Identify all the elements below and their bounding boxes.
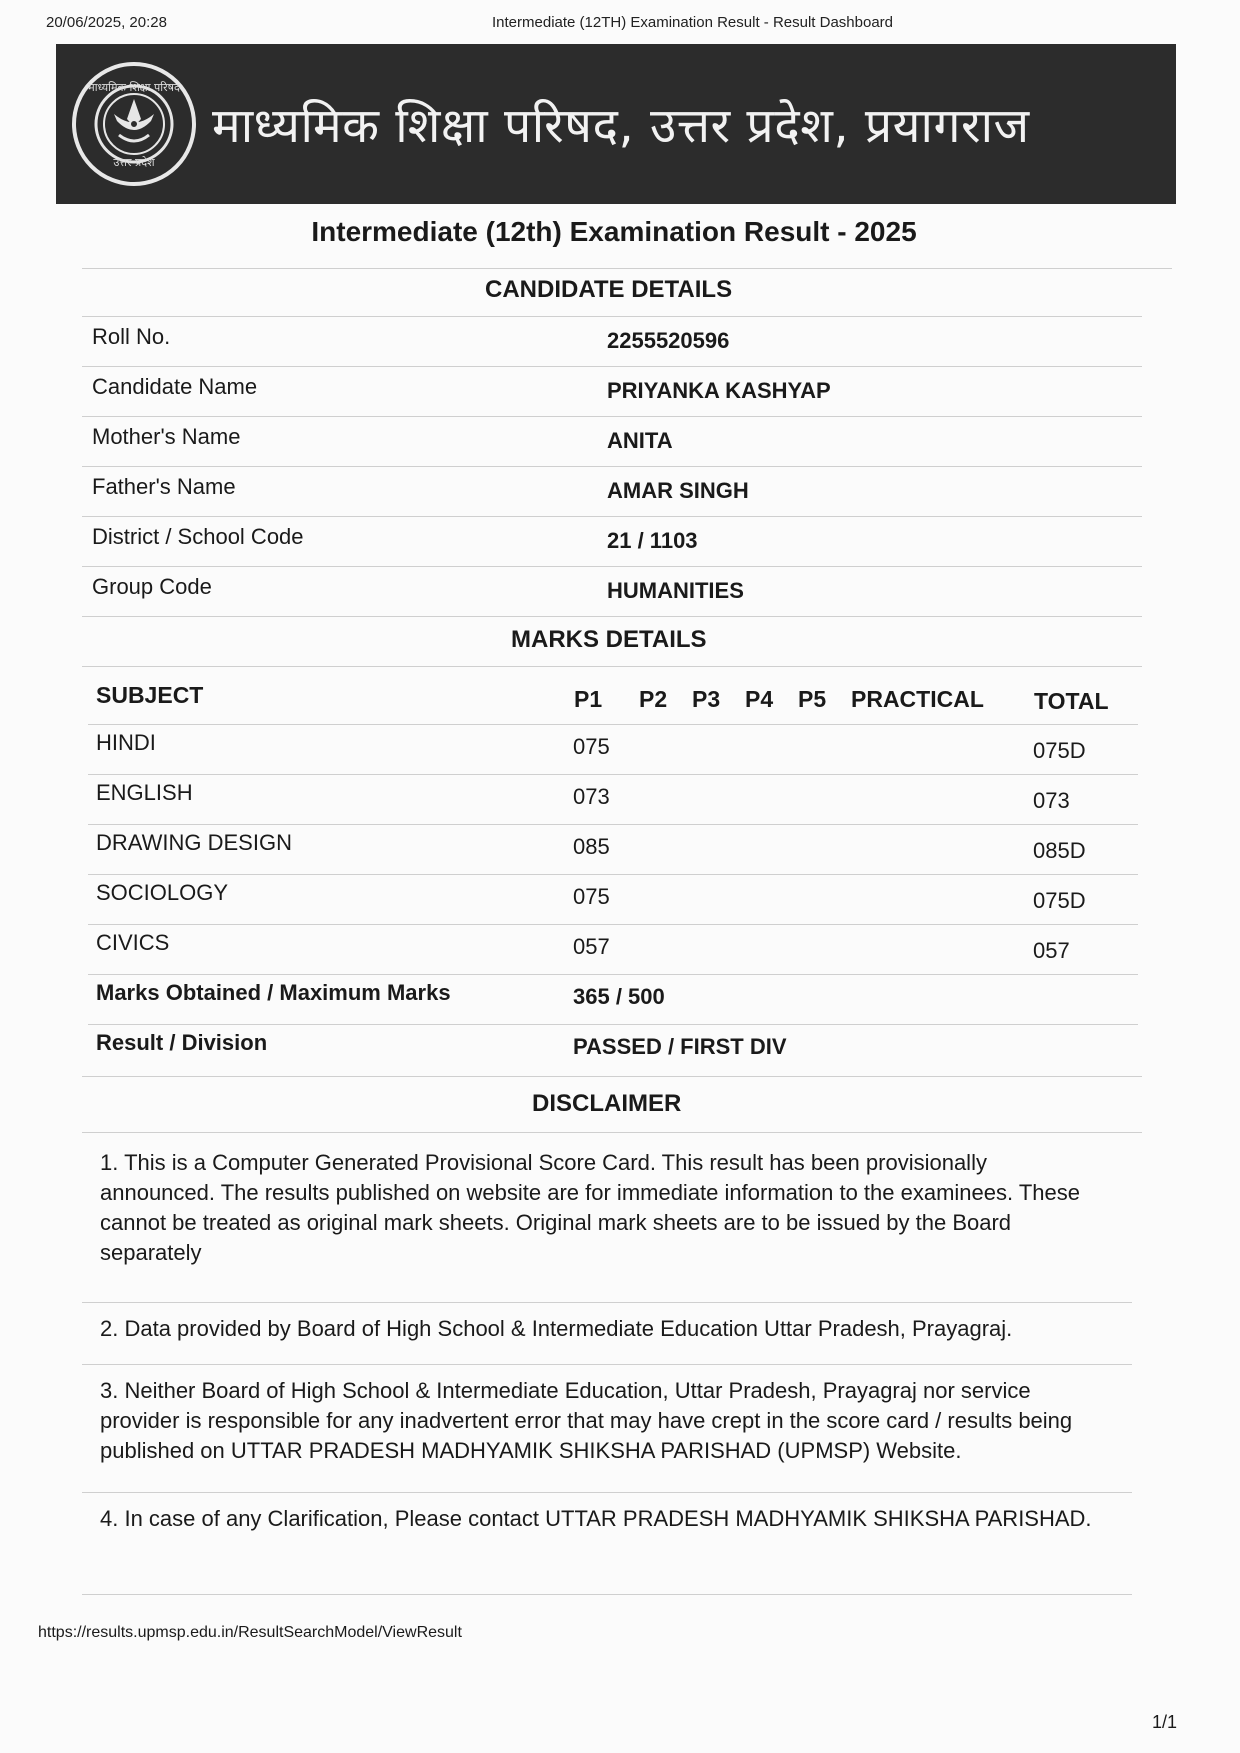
divider [88,924,1138,925]
district-school-code-label: District / School Code [92,524,304,549]
divider [82,566,1142,567]
group-code-label: Group Code [92,574,212,599]
print-document-title: Intermediate (12TH) Examination Result - Result Dashboard [492,14,894,31]
divider [82,268,1172,269]
print-datetime: 20/06/2025, 20:28 [46,14,167,31]
subject-p1: 073 [573,784,610,809]
subject-total: 075D [1033,738,1086,763]
disclaimer-item: 2. Data provided by Board of High School & Intermediate Education Uttar Pradesh, Prayagraj. [100,1316,1013,1341]
page-number: 1/1 [1152,1712,1178,1732]
col-p2: P2 [639,686,668,712]
subject-name: DRAWING DESIGN [96,830,292,855]
divider [82,416,1142,417]
divider [88,774,1138,775]
seal-text-top: माध्यमिक शिक्षा परिषद [88,81,180,94]
col-total: TOTAL [1034,688,1109,714]
result-division-value: PASSED / FIRST DIV [573,1034,787,1059]
roll-no-value: 2255520596 [607,328,730,353]
district-school-code-value: 21 / 1103 [607,528,698,553]
divider [88,824,1138,825]
col-practical: PRACTICAL [851,686,984,712]
board-banner [56,44,1176,204]
divider [82,316,1142,317]
mother-name-value: ANITA [607,428,673,453]
divider [82,366,1142,367]
subject-total: 075D [1033,888,1086,913]
divider [82,1076,1142,1077]
board-seal-logo [72,62,196,186]
subject-total: 057 [1033,938,1070,963]
divider [82,666,1142,667]
exam-title-text: Intermediate (12th) Examination Result - 2025 [311,216,917,247]
roll-no-label: Roll No. [92,324,171,349]
page-url: https://results.upmsp.edu.in/ResultSearchModel/ViewResult [38,1624,462,1641]
group-code-value: HUMANITIES [607,578,744,603]
col-p4: P4 [745,686,774,712]
marks-obtained-value: 365 / 500 [573,984,665,1009]
board-name-hindi: माध्यमिक शिक्षा परिषद, उत्तर प्रदेश, प्रयागराज [212,97,1030,154]
subject-total: 073 [1033,788,1070,813]
col-subject: SUBJECT [96,682,204,708]
divider [82,616,1142,617]
candidate-name-value: PRIYANKA KASHYAP [607,378,831,403]
disclaimer-item: 1. This is a Computer Generated Provisional Score Card. This result has been provisionally announced. The results published on website are for immediate information to the examinees. These cannot be treated as original mark sheets. Original mark sheets are to be issued by the Board separately [100,1150,1080,1265]
marks-details-heading: MARKS DETAILS [511,626,707,653]
divider [82,466,1142,467]
divider [82,1302,1132,1303]
subject-name: SOCIOLOGY [96,880,229,905]
seal-text-bottom: उत्तर प्रदेश [113,156,155,169]
divider [82,1132,1142,1133]
col-p5: P5 [798,686,827,712]
subject-p1: 075 [573,734,610,759]
divider [82,516,1142,517]
father-name-label: Father's Name [92,474,236,499]
disclaimer-item: 4. In case of any Clarification, Please contact UTTAR PRADESH MADHYAMIK SHIKSHA PARISHAD. [100,1506,1092,1531]
col-p3: P3 [692,686,721,712]
divider [88,974,1138,975]
subject-name: ENGLISH [96,780,193,805]
divider [82,1364,1132,1365]
disclaimer-item: 3. Neither Board of High School & Intermediate Education, Uttar Pradesh, Prayagraj nor service provider is responsible for any inadvertent error that may have crept in the score card / results being published on UTTAR PRADESH MADHYAMIK SHIKSHA PARISHAD (UPMSP) Website. [100,1378,1073,1463]
disclaimer-heading: DISCLAIMER [532,1090,682,1117]
divider [82,1492,1132,1493]
subject-p1: 085 [573,834,610,859]
divider [88,1024,1138,1025]
subject-total: 085D [1033,838,1086,863]
candidate-name-label: Candidate Name [92,374,258,399]
marks-obtained-label: Marks Obtained / Maximum Marks [96,980,451,1005]
exam-title [0,216,1240,248]
subject-p1: 057 [573,934,610,959]
divider [82,1594,1132,1595]
divider [88,874,1138,875]
subject-p1: 075 [573,884,610,909]
col-p1: P1 [574,686,603,712]
subject-name: CIVICS [96,930,170,955]
divider [88,724,1138,725]
subject-name: HINDI [96,730,156,755]
father-name-value: AMAR SINGH [607,478,749,503]
candidate-details-heading: CANDIDATE DETAILS [485,276,733,303]
mother-name-label: Mother's Name [92,424,241,449]
result-division-label: Result / Division [96,1030,268,1055]
